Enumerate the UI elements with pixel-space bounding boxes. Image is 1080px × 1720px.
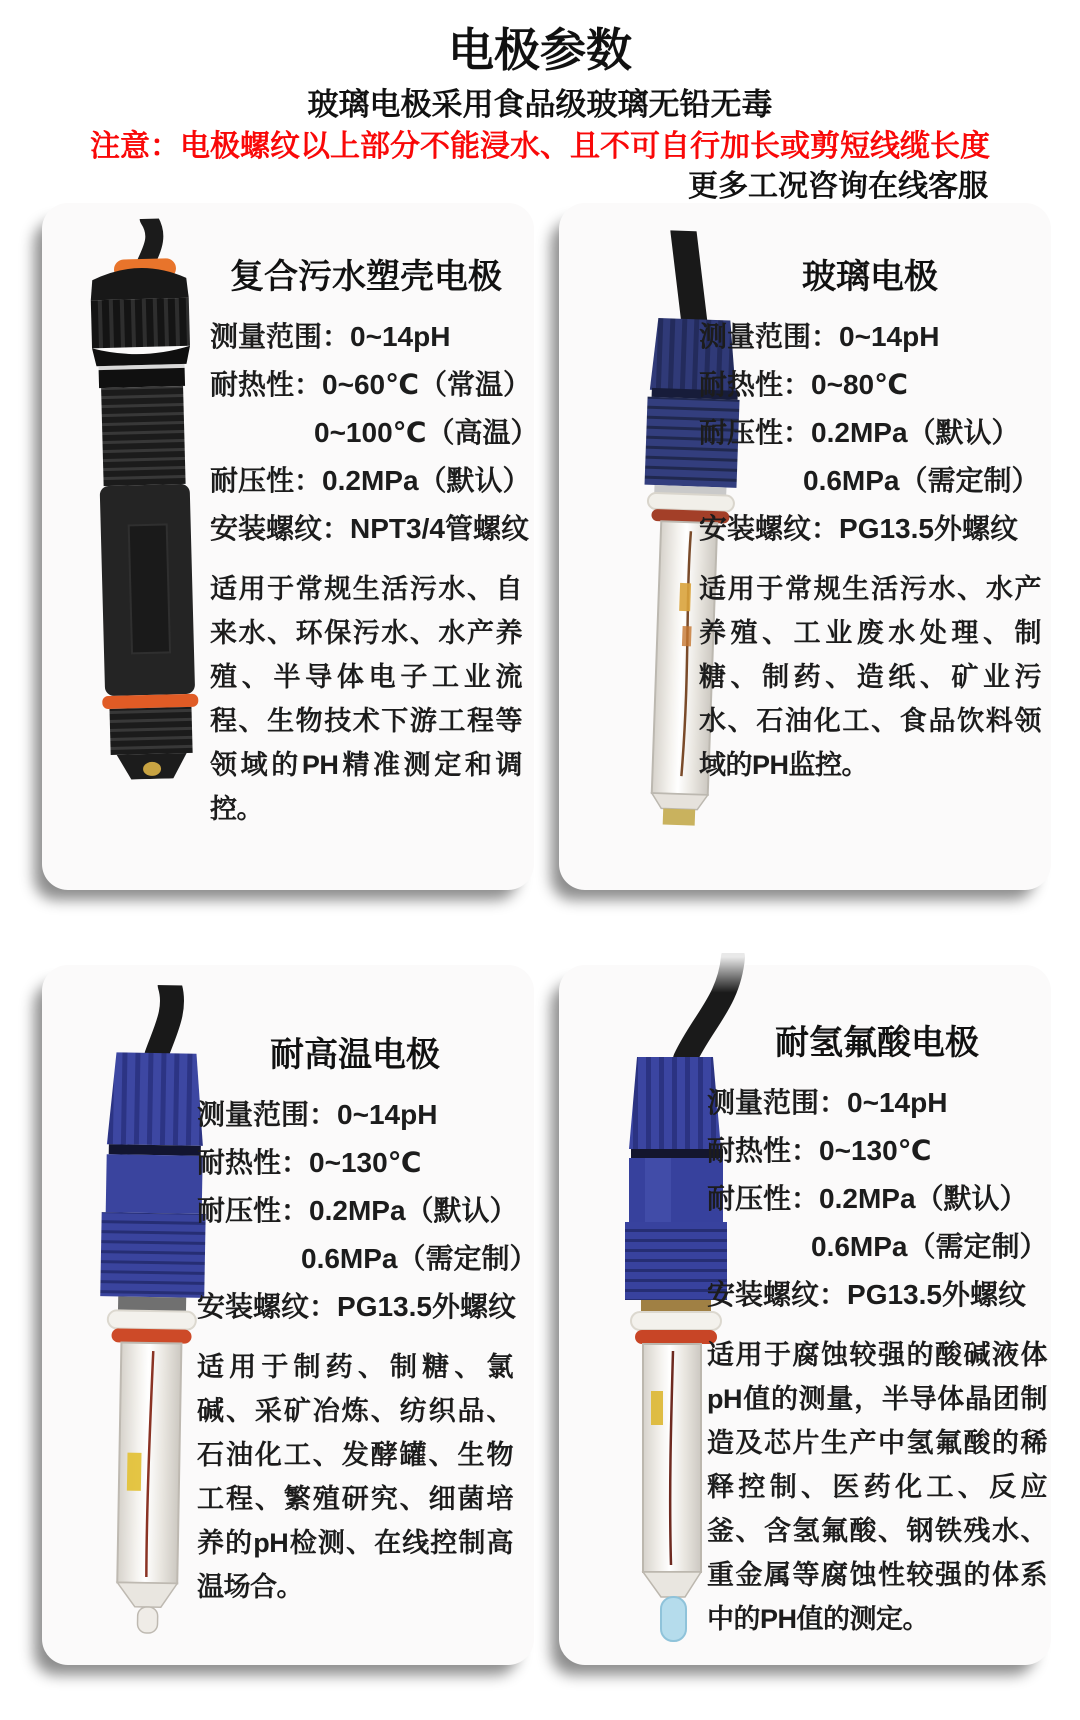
spec-value: 0~130℃ [309,1147,422,1178]
spec-value: 0.6MPa（需定制） [803,465,1040,496]
spec-line [699,409,1041,457]
spec-line [197,1283,516,1331]
spec-line [707,1271,1047,1319]
black-electrode-image [63,217,228,781]
spec-line [197,1091,513,1139]
spec-line [210,313,522,361]
spec-value: 0.6MPa（需定制） [811,1231,1048,1262]
spec-label: 耐压性： [197,1195,310,1226]
spec-value: 0~14pH [350,321,451,352]
card-hydrofluoric-acid-electrode [559,965,1051,1665]
spec-label: 耐热性： [707,1135,820,1166]
spec-line [210,361,531,409]
spec-list [197,1091,538,1331]
spec-label: 测量范围： [197,1099,338,1130]
spec-label: 安装螺纹： [197,1291,338,1322]
spec-line [707,1175,1047,1223]
spec-line [699,313,1041,361]
spec-label: 耐热性： [197,1147,310,1178]
card-description: 适用于常规生活污水、水产养殖、工业废水处理、制糖、制药、造纸、矿业污水、石油化工、食品饮料领域的PH监控。 [699,574,1041,780]
spec-list [699,313,1041,553]
spec-value: PG13.5外螺纹 [337,1291,516,1322]
page-header [0,0,1080,206]
spec-label: 耐压性： [210,465,323,496]
spec-line [197,1235,538,1283]
spec-value: PG13.5外螺纹 [847,1279,1026,1310]
spec-line [707,1079,1047,1127]
spec-line [210,409,539,457]
card-text [707,1005,1047,1641]
card-title: 玻璃电极 [802,258,938,296]
spec-value: 0.2MPa（默认） [309,1195,518,1226]
spec-value: 0.2MPa（默认） [322,465,531,496]
customer-service-note: 更多工况咨询在线客服 [688,170,988,203]
composite-sewage-electrode-photo [63,217,228,781]
spec-value: 0.6MPa（需定制） [301,1243,538,1274]
card-text [210,239,539,831]
spec-value: 0~14pH [337,1099,438,1130]
spec-line [699,361,1041,409]
card-text [197,1017,538,1609]
spec-value: 0.2MPa（默认） [819,1183,1028,1214]
subtitle: 玻璃电极采用食品级玻璃无铅无毒 [307,87,773,122]
spec-value: 0~100℃（高温） [314,417,539,448]
spec-line [707,1223,1047,1271]
spec-label: 耐热性： [699,369,812,400]
page-title: 电极参数 [448,24,632,76]
card-title: 耐高温电极 [270,1036,440,1074]
card-title: 耐氢氟酸电极 [775,1024,979,1062]
spec-label: 测量范围： [210,321,351,352]
spec-value: 0~14pH [847,1087,948,1118]
spec-value: 0~130℃ [819,1135,932,1166]
warning-note: 注意：电极螺纹以上部分不能浸水、且不可自行加长或剪短线缆长度 [90,130,990,163]
spec-label: 安装螺纹： [210,513,351,544]
card-high-temperature-electrode [42,965,538,1665]
spec-label: 安装螺纹： [699,513,840,544]
spec-line [699,505,1041,553]
spec-line [197,1187,518,1235]
spec-line [707,1127,1047,1175]
spec-label: 安装螺纹： [707,1279,848,1310]
spec-label: 耐压性： [699,417,812,448]
spec-value: 0~80℃ [811,369,908,400]
spec-label: 耐压性： [707,1183,820,1214]
spec-list [707,1079,1047,1319]
spec-list [210,313,539,553]
spec-value: NPT3/4管螺纹 [350,513,529,544]
spec-line [210,457,531,505]
spec-value: 0.2MPa（默认） [811,417,1020,448]
card-description: 适用于常规生活污水、自来水、环保污水、水产养殖、半导体电子工业流程、生物技术下游工程等领域的PH精准测定和调控。 [210,574,522,824]
card-description: 适用于制药、制糖、氯碱、采矿冶炼、纺织品、石油化工、发酵罐、生物工程、繁殖研究、细菌培养的pH检测、在线控制高温场合。 [197,1352,513,1602]
spec-line [210,505,529,553]
spec-value: 0~60℃（常温） [322,369,531,400]
spec-label: 耐热性： [210,369,323,400]
card-composite-sewage-electrode [42,203,539,890]
card-description: 适用于腐蚀较强的酸碱液体pH值的测量，半导体晶团制造及芯片生产中氢氟酸的稀释控制、医药化工、反应釜、含氢氟酸、钢铁残水、重金属等腐蚀性较强的体系中的PH值的测定。 [707,1340,1047,1634]
card-text [699,239,1041,787]
spec-label: 测量范围： [707,1087,848,1118]
spec-value: PG13.5外螺纹 [839,513,1018,544]
card-glass-electrode [559,203,1051,890]
spec-value: 0~14pH [839,321,940,352]
card-title: 复合污水塑壳电极 [230,258,502,296]
spec-label: 测量范围： [699,321,840,352]
spec-line [197,1139,513,1187]
spec-line [699,457,1041,505]
